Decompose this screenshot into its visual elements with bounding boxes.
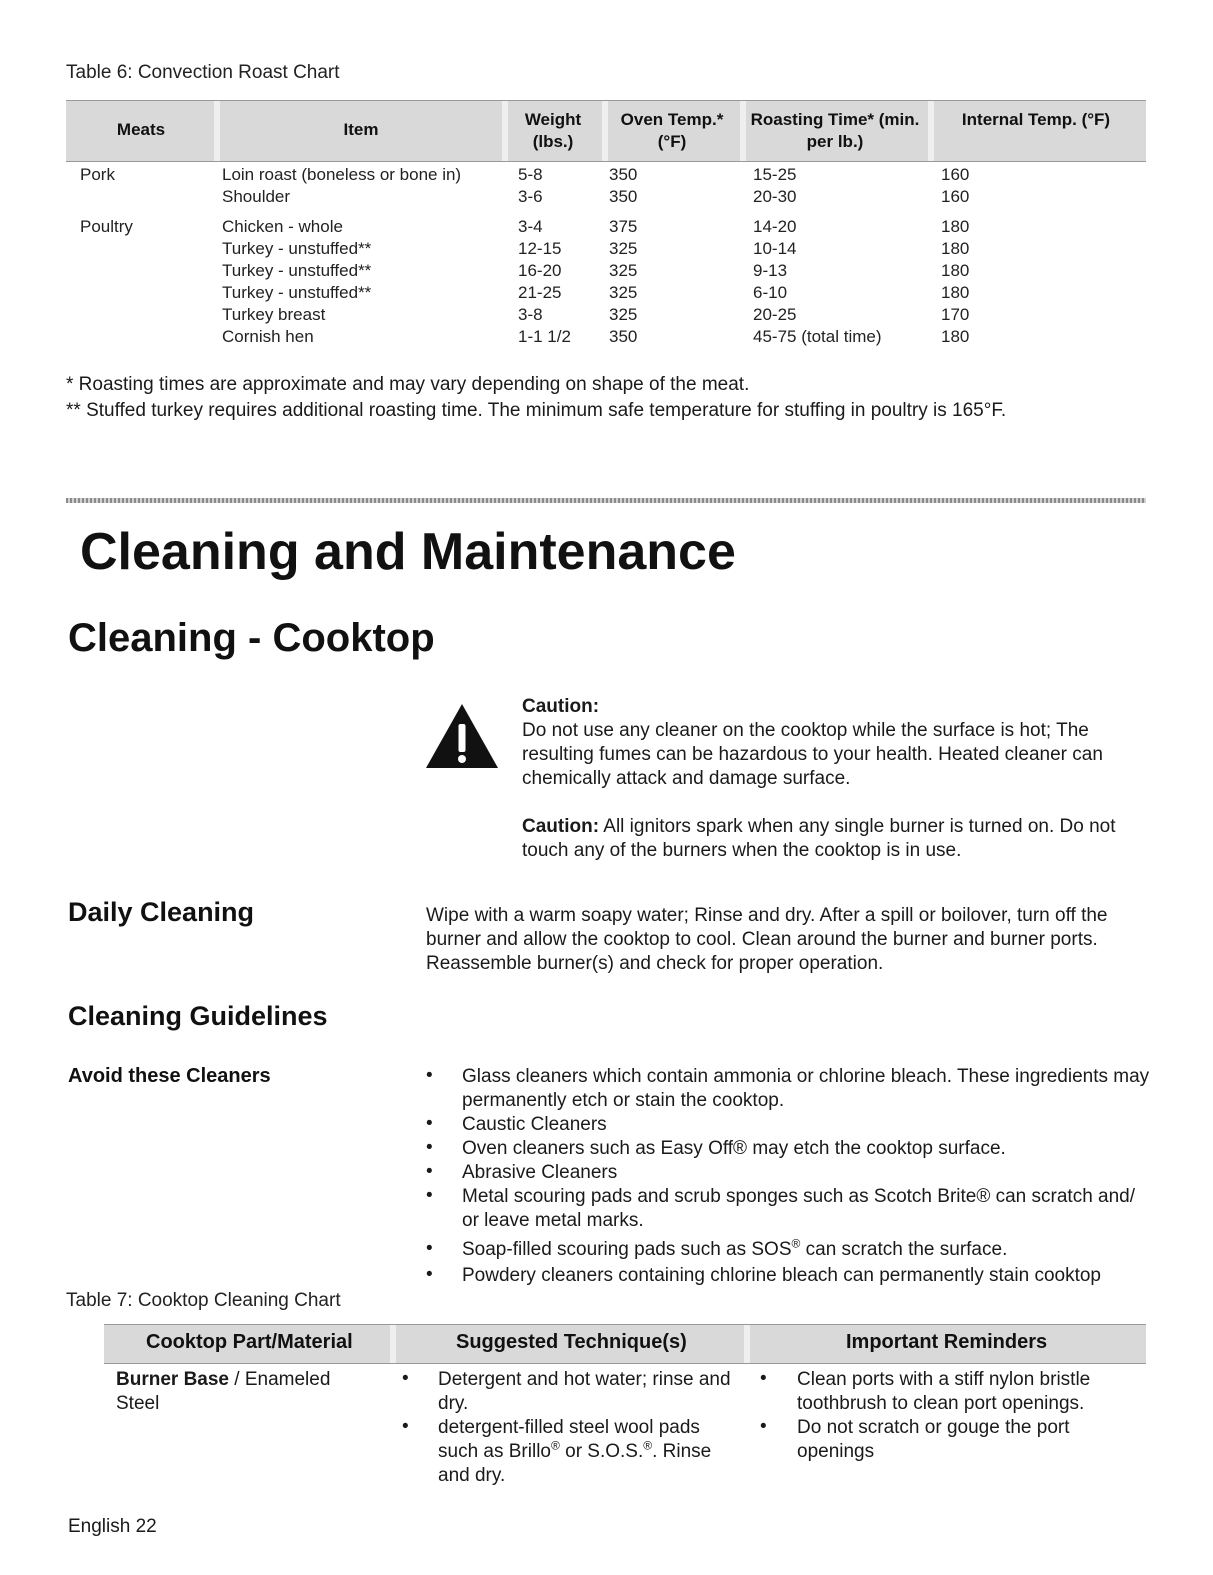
cell-roasting-time: 20-30: [753, 187, 797, 206]
table6-note-2: ** Stuffed turkey requires additional roasting time. The minimum safe temperature for stuffing in poultry is 165°F.: [66, 400, 1007, 421]
cell-roasting-time: 14-20: [753, 217, 797, 236]
cell-item: Turkey breast: [222, 305, 326, 324]
table6-header-roasting-time: Roasting Time* (min. per lb.): [750, 110, 920, 151]
table6-header-internal-temp: Internal Temp. (°F): [961, 110, 1111, 129]
list-item-text: Caustic Cleaners: [462, 1114, 607, 1135]
cell-roasting-time: 15-25: [753, 165, 797, 184]
table7-header-technique: Suggested Technique(s): [456, 1331, 687, 1353]
caution-2-label: Caution:: [522, 816, 600, 837]
cell-internal-temp: 180: [941, 217, 970, 236]
cell-meat: Pork: [80, 165, 115, 184]
table7-caption: Table 7: Cooktop Cleaning Chart: [66, 1290, 341, 1311]
cell-weight: 1-1 1/2: [518, 327, 571, 346]
table7-header-part: Cooktop Part/Material: [146, 1331, 353, 1353]
registered-mark: ®: [791, 1236, 801, 1251]
table6-header-weight: Weight (lbs.): [524, 110, 582, 151]
cell-internal-temp: 170: [941, 305, 970, 324]
cell-weight: 3-4: [518, 217, 543, 236]
registered-mark: ®: [551, 1438, 560, 1453]
cell-internal-temp: 160: [941, 187, 970, 206]
cell-weight: 21-25: [518, 283, 562, 302]
table7-technique-bullet: •: [402, 1368, 409, 1389]
daily-cleaning-text: Wipe with a warm soapy water; Rinse and dry. After a spill or boilover, turn off the burner and allow the cooktop to cool. Clean around the burner and burner ports. Reassemble burner(s) and check for proper operation.: [426, 905, 1108, 974]
warning-icon: [424, 702, 500, 770]
cell-roasting-time: 45-75 (total time): [753, 327, 882, 346]
table6-note-1: * Roasting times are approximate and may vary depending on shape of the meat.: [66, 374, 750, 395]
section-title: Cleaning and Maintenance: [80, 523, 736, 581]
cell-roasting-time: 6-10: [753, 283, 788, 302]
caution-1-label: Caution:: [522, 696, 600, 717]
bullet-glyph: •: [426, 1065, 433, 1086]
list-item-text: Powdery cleaners containing chlorine bleach can permanently stain cooktop: [462, 1265, 1101, 1286]
cell-roasting-time: 9-13: [753, 261, 788, 280]
cell-weight: 3-8: [518, 305, 543, 324]
cell-oven-temp: 325: [609, 305, 638, 324]
cell-weight: 3-6: [518, 187, 543, 206]
list-item-text: can scratch the surface.: [800, 1239, 1008, 1260]
page-footer: English 22: [68, 1516, 157, 1537]
cell-oven-temp: 350: [609, 187, 638, 206]
cell-oven-temp: 325: [609, 239, 638, 258]
cell-internal-temp: 160: [941, 165, 970, 184]
table7-header-reminders: Important Reminders: [846, 1331, 1048, 1353]
list-item: [462, 1137, 1152, 1161]
list-item: [462, 1264, 1152, 1288]
table7-reminder-bullet: •: [760, 1368, 767, 1389]
list-item-text: Glass cleaners which contain ammonia or chlorine bleach. These ingredients may permanently etch or stain the cooktop.: [462, 1066, 1150, 1111]
cell-item: Turkey - unstuffed**: [222, 283, 372, 302]
bullet-glyph: •: [426, 1238, 433, 1259]
cell-item: Chicken - whole: [222, 217, 343, 236]
list-item-text: Abrasive Cleaners: [462, 1162, 618, 1183]
table7-technique-2-b: or S.O.S.: [559, 1441, 644, 1462]
list-item: [462, 1161, 1152, 1185]
table6-header-item: Item: [343, 120, 379, 139]
cell-roasting-time: 10-14: [753, 239, 797, 258]
list-item: [462, 1238, 1152, 1262]
table6-header: [66, 100, 1146, 162]
cell-meat: Poultry: [80, 217, 133, 236]
bullet-glyph: •: [426, 1161, 433, 1182]
caution-2-text: All ignitors spark when any single burner is turned on. Do not touch any of the burners when the cooktop is in use.: [522, 816, 1116, 861]
cell-item: Loin roast (boneless or bone in): [222, 165, 462, 184]
table7-technique-1: Detergent and hot water; rinse and dry.: [438, 1369, 731, 1414]
cell-oven-temp: 325: [609, 283, 638, 302]
cell-oven-temp: 325: [609, 261, 638, 280]
table6-header-oven-temp: Oven Temp.* (°F): [620, 110, 724, 151]
bullet-glyph: •: [426, 1185, 433, 1206]
table6-caption: Table 6: Convection Roast Chart: [66, 62, 340, 83]
table7-technique-bullet: •: [402, 1416, 409, 1437]
table7-header: [104, 1324, 1146, 1364]
table7-part-rest: / Enameled Steel: [116, 1369, 331, 1414]
cell-weight: 12-15: [518, 239, 562, 258]
cell-roasting-time: 20-25: [753, 305, 797, 324]
list-item-text: Metal scouring pads and scrub sponges such as Scotch Brite® can scratch and/ or leave metal marks.: [462, 1186, 1136, 1231]
table7-reminder-bullet: •: [760, 1416, 767, 1437]
list-item-text: Soap-filled scouring pads such as SOS: [462, 1239, 792, 1260]
list-item: [462, 1065, 1152, 1113]
table7-part-bold: Burner Base: [116, 1369, 229, 1390]
cell-weight: 16-20: [518, 261, 562, 280]
table7-part: [116, 1368, 366, 1416]
table7-technique-2-c: . Rinse and dry.: [438, 1441, 712, 1486]
table7-technique-2-a: detergent-filled steel wool pads such as Brillo: [438, 1417, 700, 1462]
cell-oven-temp: 375: [609, 217, 638, 236]
cleaning-guidelines-heading: Cleaning Guidelines: [68, 1001, 328, 1031]
subsection-title: Cleaning - Cooktop: [68, 616, 435, 660]
cell-internal-temp: 180: [941, 283, 970, 302]
cell-internal-temp: 180: [941, 327, 970, 346]
avoid-cleaners-heading: Avoid these Cleaners: [68, 1065, 271, 1087]
list-item-text: Oven cleaners such as Easy Off® may etch the cooktop surface.: [462, 1138, 1006, 1159]
table7-reminder-1: Clean ports with a stiff nylon bristle toothbrush to clean port openings.: [797, 1369, 1091, 1414]
bullet-glyph: •: [426, 1264, 433, 1285]
list-item: [462, 1185, 1152, 1233]
cell-item: Turkey - unstuffed**: [222, 261, 372, 280]
list-item: [462, 1113, 1152, 1137]
cell-oven-temp: 350: [609, 165, 638, 184]
registered-mark: ®: [643, 1438, 653, 1453]
cell-item: Cornish hen: [222, 327, 314, 346]
daily-cleaning-heading: Daily Cleaning: [68, 897, 255, 927]
caution-1-text: Do not use any cleaner on the cooktop while the surface is hot; The resulting fumes can be hazardous to your health. Heated cleaner can chemically attack and damage surface.: [522, 720, 1103, 789]
cell-oven-temp: 350: [609, 327, 638, 346]
table7-reminder-2: Do not scratch or gouge the port openings: [797, 1417, 1070, 1462]
caution-2: [522, 815, 1148, 863]
table6-header-meats: Meats: [116, 120, 166, 139]
cell-item: Shoulder: [222, 187, 291, 206]
cell-internal-temp: 180: [941, 239, 970, 258]
cell-internal-temp: 180: [941, 261, 970, 280]
bullet-glyph: •: [426, 1137, 433, 1158]
section-divider: [66, 498, 1146, 503]
table7-technique-2: [438, 1416, 738, 1488]
bullet-glyph: •: [426, 1113, 433, 1134]
cell-item: Turkey - unstuffed**: [222, 239, 372, 258]
cell-weight: 5-8: [518, 165, 543, 184]
